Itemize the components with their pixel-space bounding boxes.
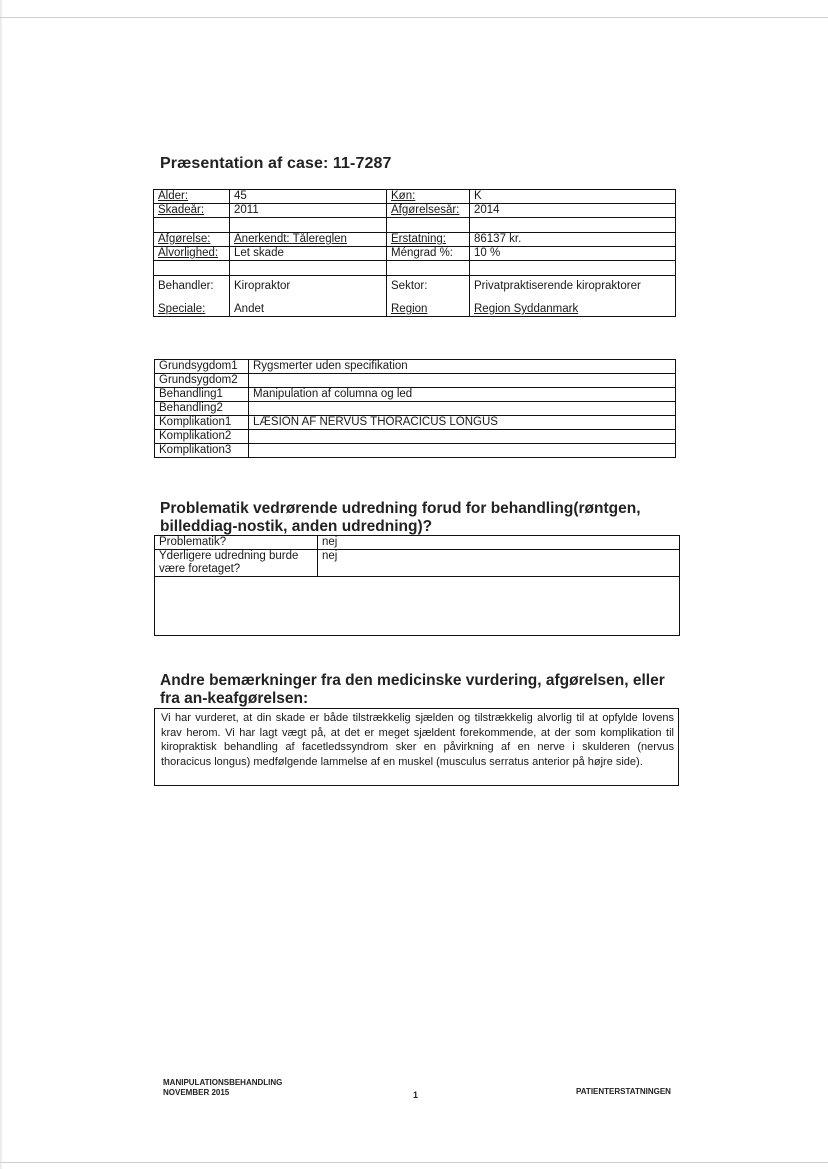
- table-row-blank: [155, 577, 680, 636]
- value-cell: 86137 kr.: [470, 233, 676, 247]
- table-row: [154, 190, 676, 204]
- value-cell: Rygsmerter uden specifikation: [249, 360, 676, 374]
- remarks-text: Vi har vurderet, at din skade er både tilstrækkelig sjælden og tilstrækkelig alvorlig til at opfylde lovens krav herom. Vi har lagt vægt på, at det er meget sjældent forekommende, at der som komplikation til kiropraktisk behandling af facetledssyndrom sker en påvirkning af en nerve i skulderen (nervus thoracicus longus) medfølgende lammelse af en muskel (musculus serratus anterior på højre side).: [155, 709, 679, 786]
- value-cell: [249, 430, 676, 444]
- problematik-table: [154, 535, 680, 636]
- empty-cell: [154, 261, 230, 276]
- bottom-rule: [0, 1162, 828, 1163]
- top-rule: [0, 17, 828, 18]
- value-cell: LÆSION AF NERVUS THORACICUS LONGUS: [249, 416, 676, 430]
- label-cell: Komplikation3: [155, 444, 249, 458]
- table-row-empty: [154, 261, 676, 276]
- value-cell: [249, 402, 676, 416]
- value-cell: Anerkendt: Tålereglen: [230, 233, 387, 247]
- label-cell: Yderligere udredning burde være foretaget?: [155, 550, 318, 577]
- label-cell: Problematik?: [155, 536, 318, 550]
- label-cell: [387, 276, 470, 317]
- table-row-empty: [154, 218, 676, 233]
- label-cell: Grundsygdom2: [155, 374, 249, 388]
- label-cell: Køn:: [387, 190, 470, 204]
- value-cell: K: [470, 190, 676, 204]
- region-value: Region Syddanmark: [474, 303, 579, 315]
- speciale-value: Andet: [234, 303, 265, 315]
- table-row: [155, 444, 676, 458]
- footer-document-title: MANIPULATIONSBEHANDLING: [163, 1078, 283, 1087]
- table-row: [155, 430, 676, 444]
- behandler-value: Kiropraktor: [234, 280, 291, 292]
- empty-cell: [470, 261, 676, 276]
- value-cell: [470, 276, 676, 317]
- table-row: [155, 388, 676, 402]
- label-cell: Alder:: [154, 190, 230, 204]
- value-cell: nej: [318, 536, 680, 550]
- label-cell: Alvorlighed:: [154, 247, 230, 261]
- table-row: [155, 374, 676, 388]
- value-cell: 2011: [230, 204, 387, 218]
- footer-organisation: PATIENTERSTATNINGEN: [576, 1087, 671, 1096]
- label-cell: Méngrad %:: [387, 247, 470, 261]
- value-cell: Let skade: [230, 247, 387, 261]
- empty-cell: [230, 218, 387, 233]
- label-cell: Skadeår:: [154, 204, 230, 218]
- table-row: [155, 550, 680, 577]
- table-row-merged: [154, 276, 676, 317]
- comment-cell: [155, 577, 680, 636]
- case-info-table: [153, 189, 676, 317]
- remarks-heading: Andre bemærkninger fra den medicinske vurdering, afgørelsen, eller fra an-keafgørelsen:: [160, 672, 665, 707]
- value-cell: 2014: [470, 204, 676, 218]
- empty-cell: [387, 218, 470, 233]
- page-title: Præsentation af case: 11-7287: [160, 155, 392, 172]
- value-cell: [249, 374, 676, 388]
- table-row: [154, 247, 676, 261]
- value-cell: [249, 444, 676, 458]
- label-cell: Behandling2: [155, 402, 249, 416]
- table-row: [155, 536, 680, 550]
- label-cell: Afgørelse:: [154, 233, 230, 247]
- label-cell: Grundsygdom1: [155, 360, 249, 374]
- table-row: [155, 709, 679, 786]
- diagnosis-table: [154, 359, 676, 458]
- scan-edge-shadow: [0, 0, 3, 1169]
- value-cell: [230, 276, 387, 317]
- value-cell: nej: [318, 550, 680, 577]
- label-cell: Behandling1: [155, 388, 249, 402]
- label-cell: [154, 276, 230, 317]
- problematik-heading: Problematik vedrørende udredning forud for behandling(røntgen, billeddiag-nostik, anden udredning)?: [160, 500, 641, 535]
- value-cell: 45: [230, 190, 387, 204]
- table-row: [154, 204, 676, 218]
- behandler-label: Behandler:: [158, 280, 214, 292]
- value-cell: Manipulation af columna og led: [249, 388, 676, 402]
- value-cell: 10 %: [470, 247, 676, 261]
- label-cell: Afgørelsesår:: [387, 204, 470, 218]
- label-cell: Komplikation2: [155, 430, 249, 444]
- footer-left: [163, 1078, 282, 1098]
- label-cell: Erstatning:: [387, 233, 470, 247]
- table-row: [154, 233, 676, 247]
- empty-cell: [470, 218, 676, 233]
- table-row: [155, 360, 676, 374]
- empty-cell: [154, 218, 230, 233]
- label-cell: Komplikation1: [155, 416, 249, 430]
- sektor-value: Privatpraktiserende kiropraktorer: [474, 280, 641, 292]
- empty-cell: [230, 261, 387, 276]
- speciale-label: Speciale:: [158, 303, 206, 315]
- region-label: Region: [391, 303, 428, 315]
- page-number: 1: [413, 1090, 419, 1100]
- footer-date: NOVEMBER 2015: [163, 1088, 230, 1097]
- table-row: [155, 416, 676, 430]
- remarks-table: [154, 708, 679, 786]
- empty-cell: [387, 261, 470, 276]
- sektor-label: Sektor:: [391, 280, 428, 292]
- table-row: [155, 402, 676, 416]
